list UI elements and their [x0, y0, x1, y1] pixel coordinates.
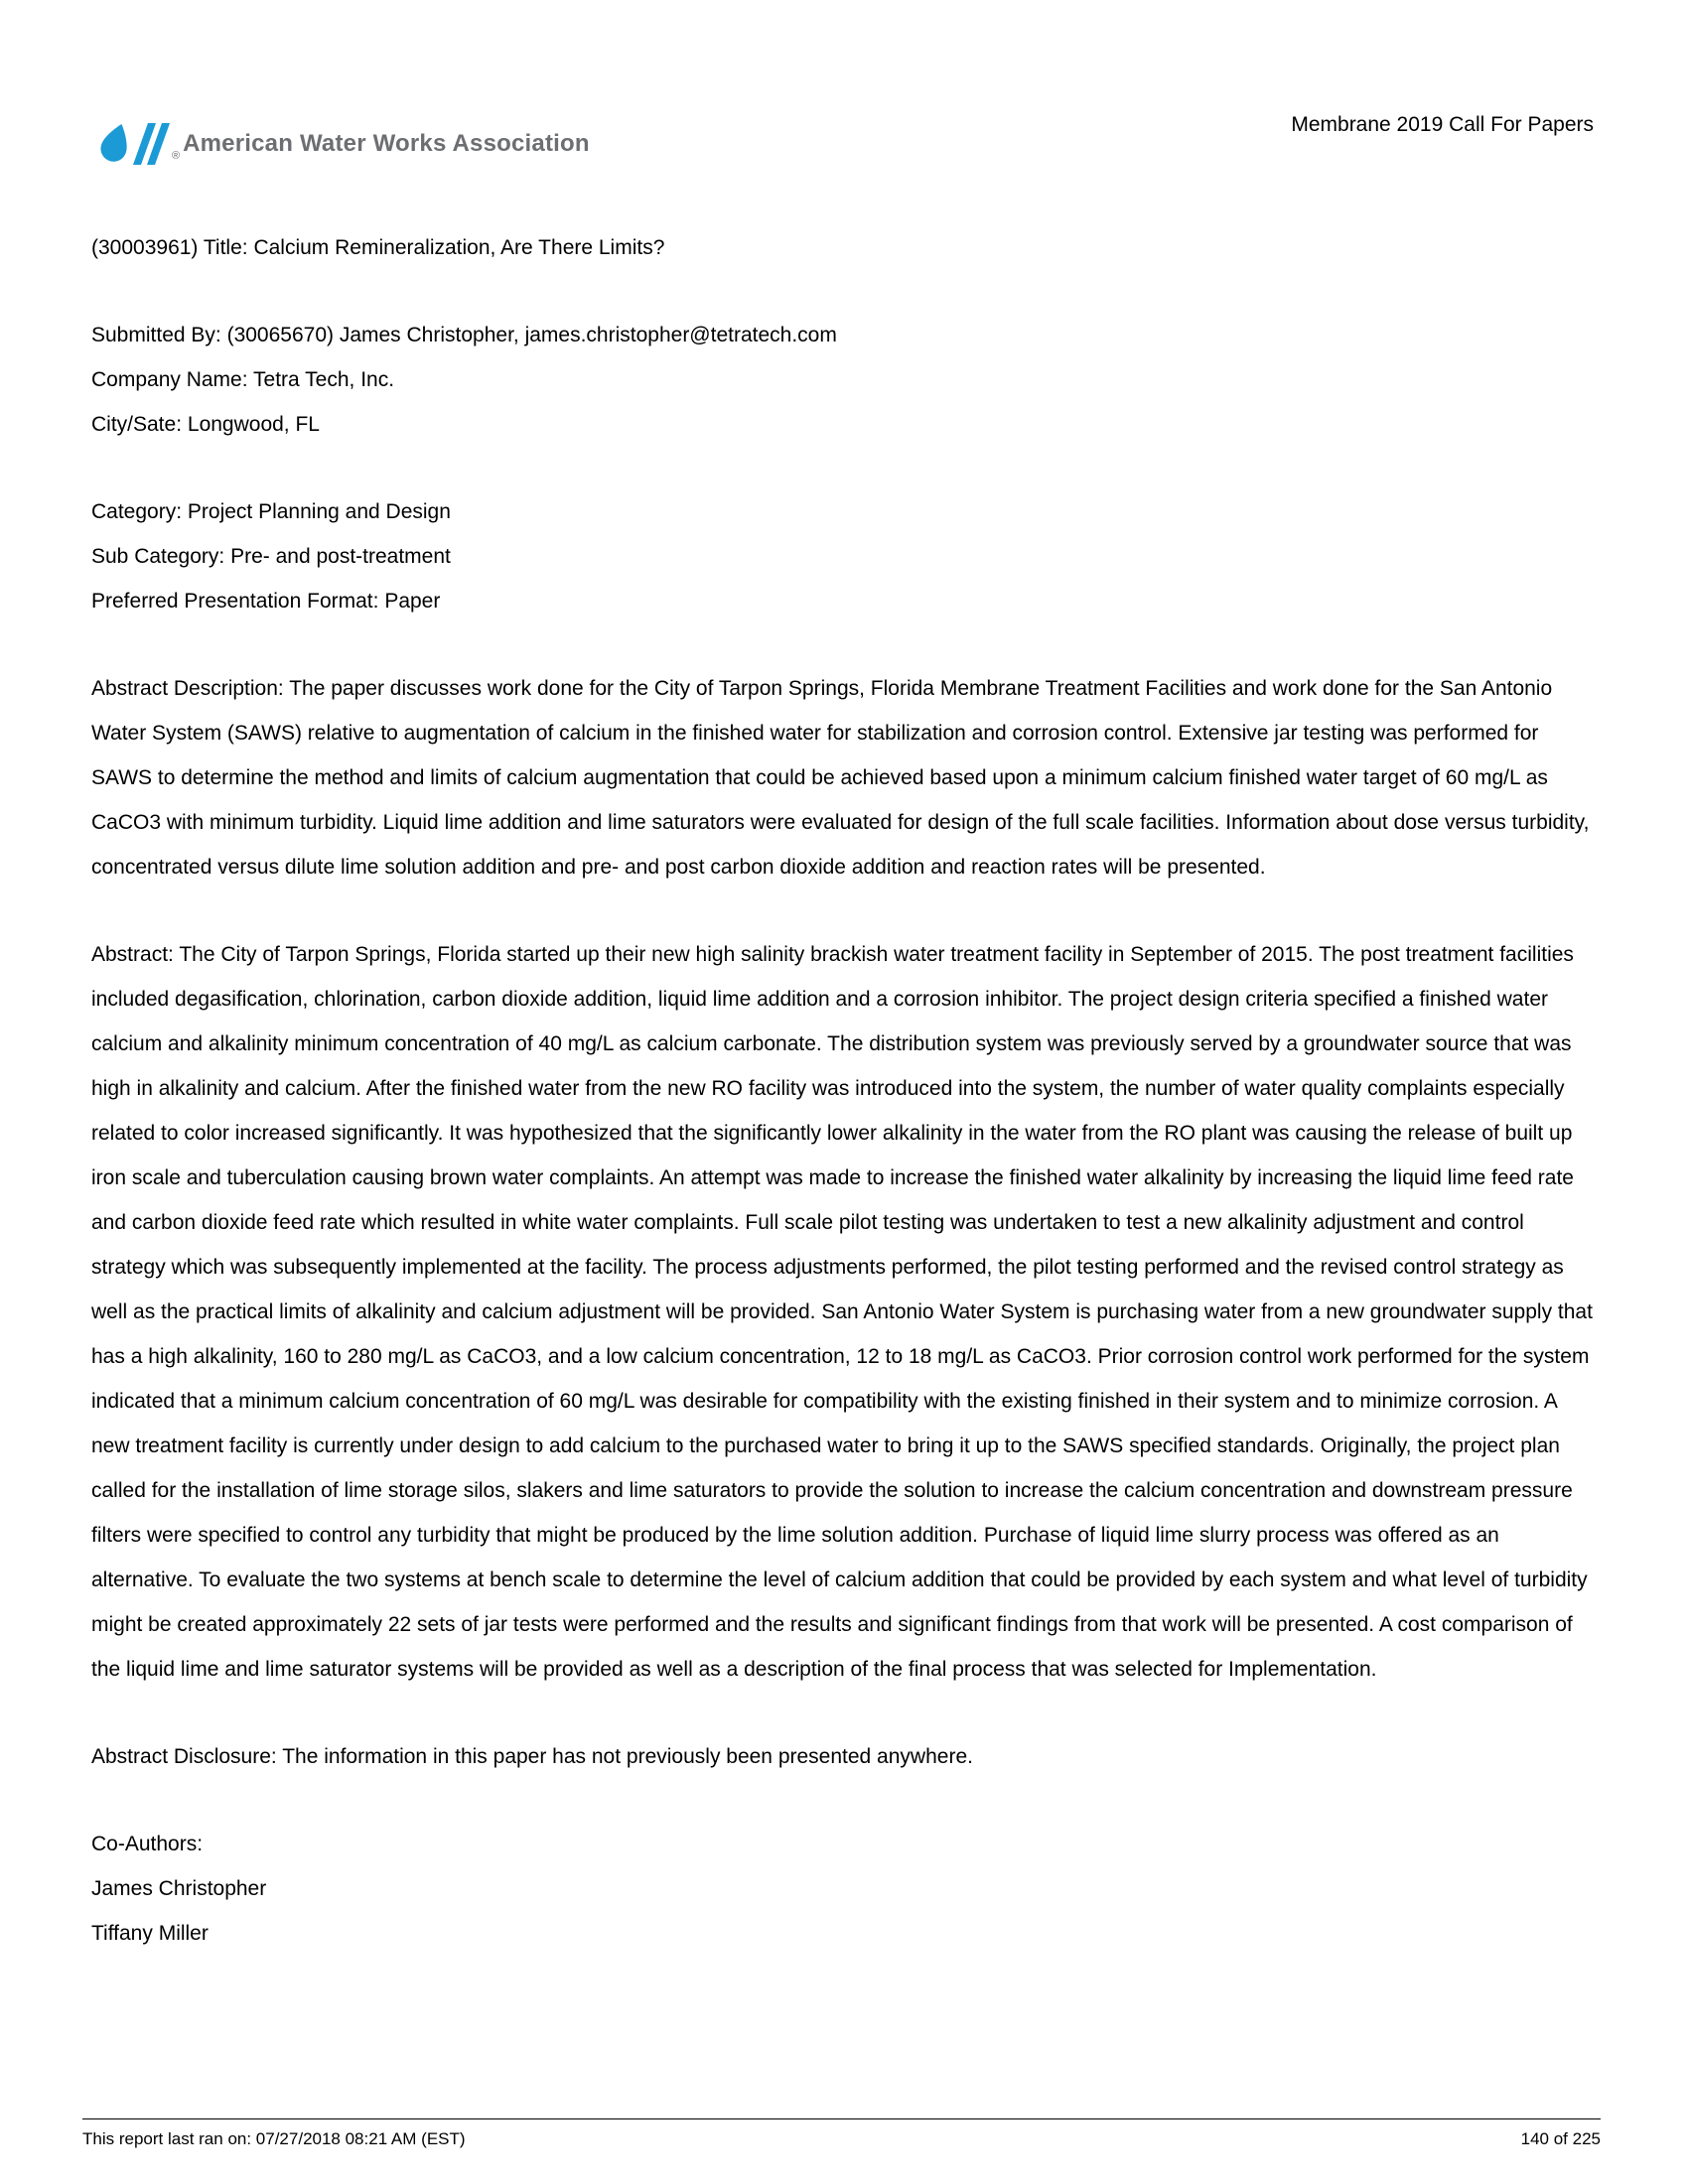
presentation-format-label: Preferred Presentation Format:: [91, 590, 379, 613]
company-name-value: Tetra Tech, Inc.: [253, 368, 395, 391]
category-value: Project Planning and Design: [187, 500, 451, 523]
awwa-logo-text: American Water Works Association: [183, 130, 590, 157]
abstract-label: Abstract:: [91, 943, 174, 966]
abstract-report-body: [91, 225, 1594, 1956]
submission-title-label: (30003961) Title:: [91, 236, 248, 259]
page-footer: [82, 2118, 1601, 2149]
category-section: [91, 489, 1594, 623]
co-author-name: James Christopher: [91, 1877, 267, 1900]
submission-title-value: Calcium Remineralization, Are There Limits?: [253, 236, 665, 259]
page-header: [91, 0, 1594, 179]
presentation-format-value: Paper: [384, 590, 441, 613]
abstract-description-text: The paper discusses work done for the City of Tarpon Springs, Florida Membrane Treatment Facilities and work done for the San Antonio Water System (SAWS) relative to augmentation of calcium in the finished water for stabilization and corrosion control. Extensive jar testing was performed for SAWS to determine the method and limits of calcium augmentation that could be achieved based upon a minimum calcium finished water target of 60 mg/L as CaCO3 with minimum turbidity. Liquid lime addition and lime saturators were evaluated for design of the full scale facilities. Information about dose versus turbidity, concentrated versus dilute lime solution addition and pre- and post carbon dioxide addition and reaction rates will be presented.: [91, 677, 1590, 879]
company-name-label: Company Name:: [91, 368, 248, 391]
abstract-disclosure-text: The information in this paper has not previously been presented anywhere.: [282, 1745, 973, 1768]
submitted-by-line: [91, 313, 1594, 357]
submitted-by-value: (30065670) James Christopher, james.christopher@tetratech.com: [226, 324, 837, 346]
awwa-water-drop-icon: [99, 123, 171, 165]
city-state-value: Longwood, FL: [187, 413, 320, 436]
sub-category-label: Sub Category:: [91, 545, 225, 568]
footer-last-ran-text: This report last ran on: 07/27/2018 08:21 AM (EST): [82, 2129, 466, 2148]
co-author-name: Tiffany Miller: [91, 1922, 209, 1945]
abstract-description-paragraph: [91, 666, 1594, 889]
abstract-disclosure-paragraph: [91, 1734, 1594, 1779]
abstract-description-label: Abstract Description:: [91, 677, 284, 700]
submitted-by-label: Submitted By:: [91, 324, 221, 346]
report-title: Membrane 2019 Call For Papers: [1291, 113, 1594, 136]
sub-category-line: [91, 534, 1594, 579]
sub-category-value: Pre- and post-treatment: [230, 545, 451, 568]
footer-page-indicator: 140 of 225: [1520, 2129, 1601, 2148]
company-name-line: [91, 357, 1594, 402]
registered-trademark-symbol: ®: [172, 150, 181, 162]
presentation-format-line: [91, 579, 1594, 623]
category-line: [91, 489, 1594, 534]
abstract-disclosure-label: Abstract Disclosure:: [91, 1745, 277, 1768]
submission-title-line: [91, 225, 1594, 270]
co-authors-label: Co-Authors:: [91, 1833, 204, 1855]
abstract-text: The City of Tarpon Springs, Florida started up their new high salinity brackish water treatment facility in September of 2015. The post treatment facilities included degasification, chlorination, carbon dioxide addition, liquid lime addition and a corrosion inhibitor. The project design criteria specified a finished water calcium and alkalinity minimum concentration of 40 mg/L as calcium carbonate. The distribution system was previously served by a groundwater source that was high in alkalinity and calcium. After the finished water from the new RO facility was introduced into the system, the number of water quality complaints especially related to color increased significantly. It was hypothesized that the significantly lower alkalinity in the water from the RO plant was causing the release of built up iron scale and tuberculation causing brown water complaints. An attempt was made to increase the finished water alkalinity by increasing the liquid lime feed rate and carbon dioxide feed rate which resulted in white water complaints. Full scale pilot testing was undertaken to test a new alkalinity adjustment and control strategy which was subsequently implemented at the facility. The process adjustments performed, the pilot testing performed and the revised control strategy as well as the practical limits of alkalinity and calcium adjustment will be provided. San Antonio Water System is purchasing water from a new groundwater supply that has a high alkalinity, 160 to 280 mg/L as CaCO3, and a low calcium concentration, 12 to 18 mg/L as CaCO3. Prior corrosion control work performed for the system indicated that a minimum calcium concentration of 60 mg/L was desirable for compatibility with the existing finished in their system and to minimize corrosion. A new treatment facility is currently under design to add calcium to the purchased water to bring it up to the SAWS specified standards. Originally, the project plan called for the installation of lime storage silos, slakers and lime saturators to provide the solution to increase the calcium concentration and downstream pressure filters were specified to control any turbidity that might be produced by the lime solution addition. Purchase of liquid lime slurry process was offered as an alternative. To evaluate the two systems at bench scale to determine the level of calcium addition that could be provided by each system and what level of turbidity might be created approximately 22 sets of jar tests were performed and the results and significant findings from that work will be presented. A cost comparison of the liquid lime and lime saturator systems will be provided as well as a description of the final process that was selected for Implementation.: [91, 943, 1593, 1681]
abstract-paragraph: [91, 932, 1594, 1692]
city-state-label: City/Sate:: [91, 413, 183, 436]
co-authors-section: [91, 1822, 1594, 1956]
awwa-logo: [99, 123, 590, 165]
submitter-section: [91, 313, 1594, 447]
category-label: Category:: [91, 500, 183, 523]
city-state-line: [91, 402, 1594, 447]
